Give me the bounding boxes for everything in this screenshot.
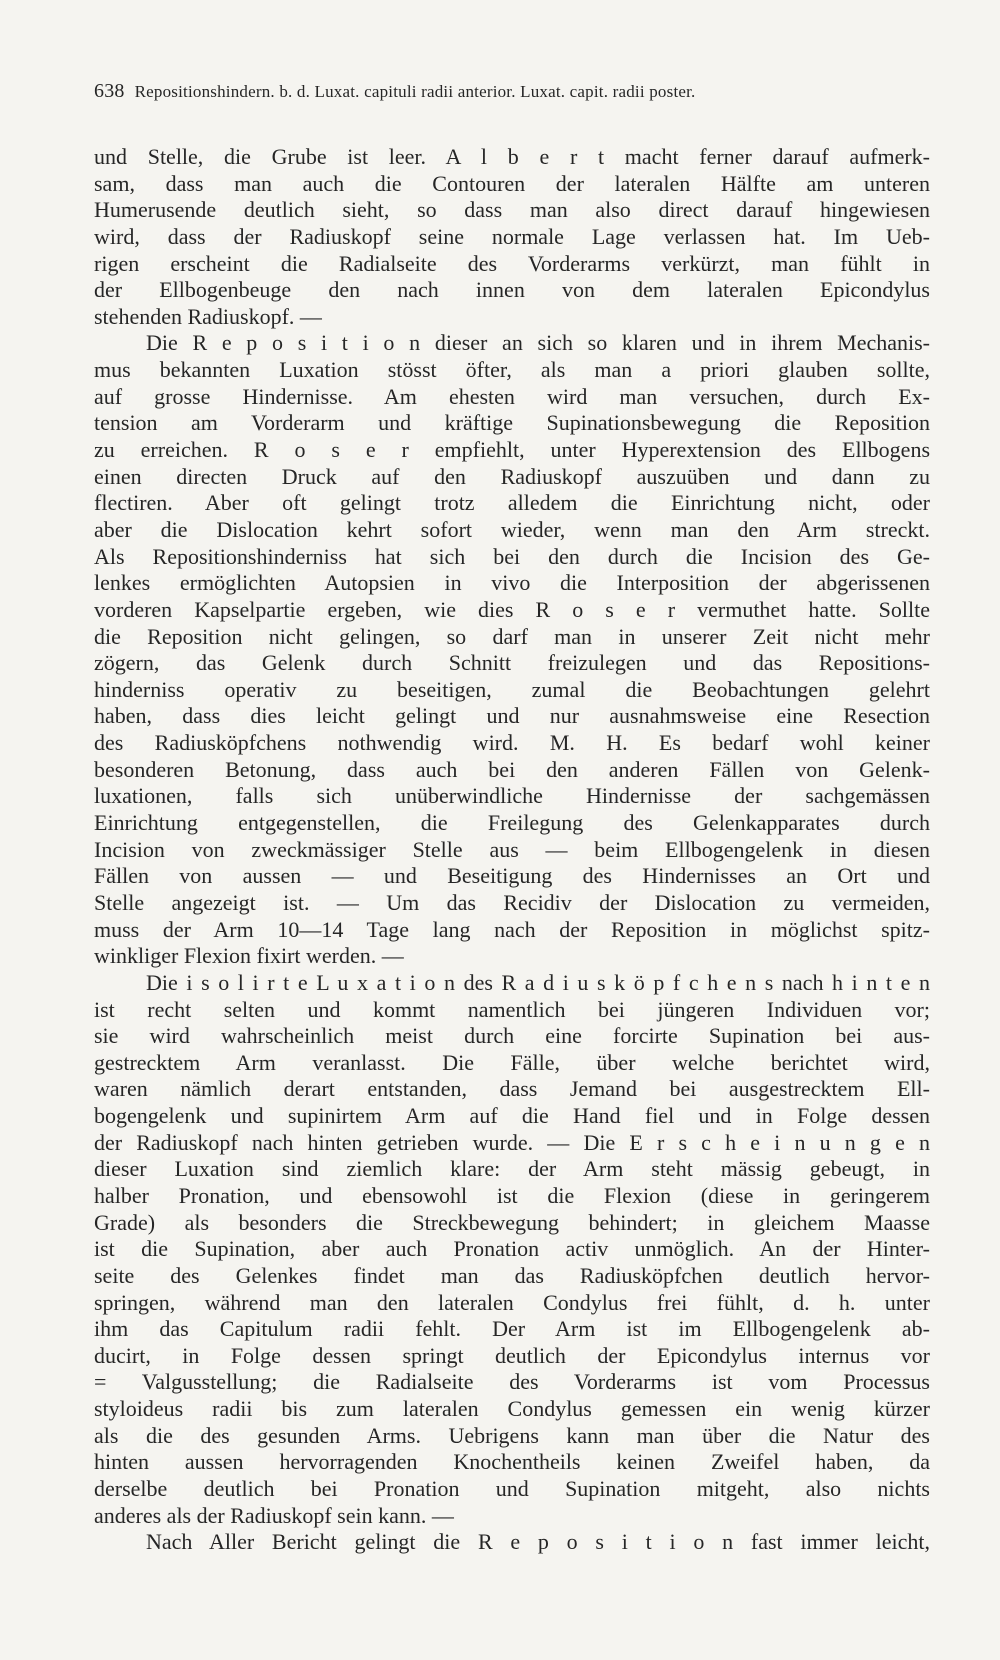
- text-line: Die i s o l i r t e L u x a t i o n des R a d i u s k ö p f c h e n s nach h i n t e n: [146, 969, 930, 995]
- text-line: ist recht selten und kommt namentlich bei jüngeren Individuen vor;: [94, 996, 930, 1022]
- text-line: sie wird wahrscheinlich meist durch eine forcirte Supination bei aus-: [94, 1023, 930, 1049]
- running-header: [94, 80, 930, 103]
- text-line: Einrichtung entgegenstellen, die Freilegung des Gelenkapparates durch: [94, 810, 930, 836]
- text-line: Als Repositionshinderniss hat sich bei den durch die Incision des Ge-: [94, 543, 930, 569]
- text-line: bogengelenk und supinirtem Arm auf die Hand fiel und in Folge dessen: [94, 1103, 930, 1129]
- text-line: rigen erscheint die Radialseite des Vorderarms verkürzt, man fühlt in: [94, 250, 930, 276]
- text-line: der Radiuskopf nach hinten getrieben wurde. — Die E r s c h e i n u n g e n: [94, 1129, 930, 1155]
- text-line: sam, dass man auch die Contouren der lateralen Hälfte am unteren: [94, 170, 930, 196]
- text-line: anderes als der Radiuskopf sein kann. —: [94, 1502, 454, 1528]
- text-line: ist die Supination, aber auch Pronation activ unmöglich. An der Hinter-: [94, 1236, 930, 1262]
- text-line: zögern, das Gelenk durch Schnitt freizulegen und das Repositions-: [94, 650, 930, 676]
- text-line: der Ellbogenbeuge den nach innen von dem lateralen Epicondylus: [94, 277, 930, 303]
- text-line: Stelle angezeigt ist. — Um das Recidiv der Dislocation zu vermeiden,: [94, 889, 930, 915]
- text-line: springen, während man den lateralen Condylus frei fühlt, d. h. unter: [94, 1289, 930, 1315]
- text-line: einen directen Druck auf den Radiuskopf auszuüben und dann zu: [94, 463, 930, 489]
- text-line: styloideus radii bis zum lateralen Condylus gemessen ein wenig kürzer: [94, 1396, 930, 1422]
- text-line: seite des Gelenkes findet man das Radiusköpfchen deutlich hervor-: [94, 1262, 930, 1288]
- text-line: flectiren. Aber oft gelingt trotz alledem die Einrichtung nicht, oder: [94, 490, 930, 516]
- text-line: luxationen, falls sich unüberwindliche Hindernisse der sachgemässen: [94, 783, 930, 809]
- text-line: als die des gesunden Arms. Uebrigens kann man über die Natur des: [94, 1422, 930, 1448]
- text-line: die Reposition nicht gelingen, so darf man in unserer Zeit nicht mehr: [94, 623, 930, 649]
- text-line: waren nämlich derart entstanden, dass Jemand bei ausgestrecktem Ell-: [94, 1076, 930, 1102]
- body-text: [94, 144, 930, 1556]
- text-line: hinderniss operativ zu beseitigen, zumal die Beobachtungen gelehrt: [94, 676, 930, 702]
- text-line: aber die Dislocation kehrt sofort wieder, wenn man den Arm streckt.: [94, 516, 930, 542]
- text-line: ihm das Capitulum radii fehlt. Der Arm ist im Ellbogengelenk ab-: [94, 1316, 930, 1342]
- text-line: auf grosse Hindernisse. Am ehesten wird man versuchen, durch Ex-: [94, 383, 930, 409]
- text-line: vorderen Kapselpartie ergeben, wie dies R o s e r vermuthet hatte. Sollte: [94, 596, 930, 622]
- text-line: besonderen Betonung, dass auch bei den anderen Fällen von Gelenk-: [94, 756, 930, 782]
- text-line: derselbe deutlich bei Pronation und Supination mitgeht, also nichts: [94, 1476, 930, 1502]
- text-line: lenkes ermöglichten Autopsien in vivo die Interposition der abgerissenen: [94, 570, 930, 596]
- text-line: muss der Arm 10—14 Tage lang nach der Reposition in möglichst spitz-: [94, 916, 930, 942]
- text-line: mus bekannten Luxation stösst öfter, als man a priori glauben sollte,: [94, 357, 930, 383]
- text-line: Die R e p o s i t i o n dieser an sich so klaren und in ihrem Mechanis-: [146, 330, 930, 356]
- text-line: Nach Aller Bericht gelingt die R e p o s i t i o n fast immer leicht,: [146, 1529, 930, 1555]
- text-line: haben, dass dies leicht gelingt und nur ausnahmsweise eine Resection: [94, 703, 930, 729]
- text-line: tension am Vorderarm und kräftige Supinationsbewegung die Reposition: [94, 410, 930, 436]
- text-line: wird, dass der Radiuskopf seine normale Lage verlassen hat. Im Ueb-: [94, 223, 930, 249]
- page-number: 638: [94, 80, 125, 102]
- text-line: des Radiusköpfchens nothwendig wird. M. H. Es bedarf wohl keiner: [94, 730, 930, 756]
- text-line: und Stelle, die Grube ist leer. A l b e r t macht ferner darauf aufmerk-: [94, 144, 930, 169]
- text-line: Fällen von aussen — und Beseitigung des Hindernisses an Ort und: [94, 863, 930, 889]
- running-title: Repositionshindern. b. d. Luxat. capituli radii anterior. Luxat. capit. radii poster.: [134, 82, 696, 101]
- text-line: dieser Luxation sind ziemlich klare: der Arm steht mässig gebeugt, in: [94, 1156, 930, 1182]
- text-line: hinten aussen hervorragenden Knochentheils keinen Zweifel haben, da: [94, 1449, 930, 1475]
- text-line: = Valgusstellung; die Radialseite des Vorderarms ist vom Processus: [94, 1369, 930, 1395]
- text-line: halber Pronation, und ebensowohl ist die Flexion (diese in geringerem: [94, 1182, 930, 1208]
- text-line: stehenden Radiuskopf. —: [94, 303, 322, 329]
- text-line: winkliger Flexion fixirt werden. —: [94, 943, 404, 969]
- text-line: gestrecktem Arm veranlasst. Die Fälle, über welche berichtet wird,: [94, 1049, 930, 1075]
- text-line: ducirt, in Folge dessen springt deutlich der Epicondylus internus vor: [94, 1342, 930, 1368]
- text-line: Grade) als besonders die Streckbewegung behindert; in gleichem Maasse: [94, 1209, 930, 1235]
- text-line: Incision von zweckmässiger Stelle aus — beim Ellbogengelenk in diesen: [94, 836, 930, 862]
- text-line: zu erreichen. R o s e r empfiehlt, unter Hyperextension des Ellbogens: [94, 437, 930, 463]
- text-line: Humerusende deutlich sieht, so dass man also direct darauf hingewiesen: [94, 197, 930, 223]
